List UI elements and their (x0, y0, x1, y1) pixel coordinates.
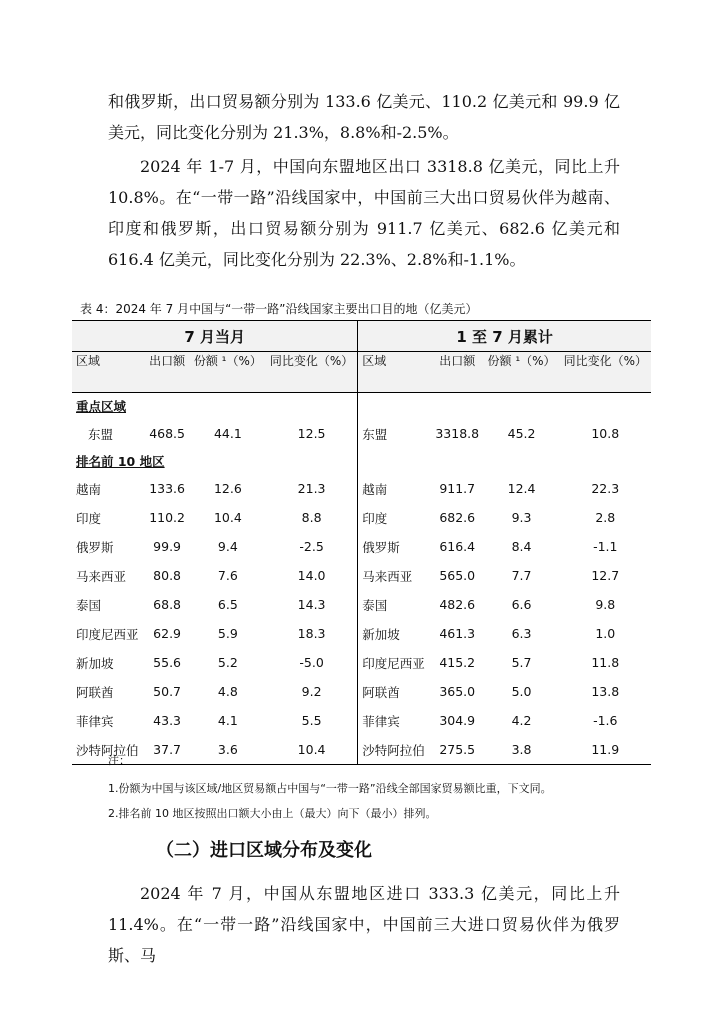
cell-export-cum: 3318.8 (435, 426, 480, 441)
cell-region: 新加坡 (76, 655, 114, 671)
group-header-july: 7 月当月 (72, 321, 358, 352)
cell-export-cum: 482.6 (439, 597, 476, 612)
table-row (72, 648, 651, 677)
table-row (72, 706, 651, 735)
paragraph-export-top3-july: 和俄罗斯，出口贸易额分别为 133.6 亿美元、110.2 亿美元和 99.9 亿美元，同比变化分别为 21.3%，8.8%和-2.5%。 (108, 92, 620, 142)
cell-share-cum: 7.7 (511, 568, 532, 583)
cell-export: 80.8 (153, 568, 182, 583)
col-header-yoy: 同比变化（%） (266, 352, 358, 393)
note-1: 1.份额为中国与该区域/地区贸易额占中国与“一带一路”沿线全部国家贸易额比重，下文同。 (108, 782, 552, 795)
cell-region: 沙特阿拉伯 (72, 735, 144, 765)
cell-region: 马来西亚 (76, 568, 127, 584)
section-subheading: （二）进口区域分布及变化 (156, 840, 372, 861)
cell-yoy: -2.5 (299, 539, 324, 554)
cell-share-cum: 12.4 (507, 481, 536, 496)
table-column-header-row (72, 352, 651, 393)
cell-yoy-cum: 2.8 (595, 510, 616, 525)
cell-yoy: 5.5 (301, 713, 322, 728)
section-row-key-regions (72, 393, 651, 420)
cell-share: 10.4 (213, 510, 242, 525)
cell-yoy-cum: -1.1 (593, 539, 618, 554)
cell-yoy: 9.2 (301, 684, 322, 699)
cell-region-cum: 菲律宾 (358, 706, 431, 735)
cell-region-cum: 东盟 (358, 419, 431, 448)
cell-share-cum: 3.8 (484, 735, 560, 765)
cell-region: 俄罗斯 (76, 539, 114, 555)
col-header-share: 份额 ¹（%） (190, 352, 266, 393)
cell-region-cum: 阿联酋 (358, 677, 431, 706)
cell-yoy-cum: 9.8 (595, 597, 616, 612)
cell-region: 越南 (76, 481, 102, 497)
cell-export-cum: 365.0 (439, 684, 476, 699)
cell-share: 5.2 (217, 655, 238, 670)
cell-export-cum: 565.0 (439, 568, 476, 583)
cell-export: 50.7 (153, 684, 182, 699)
cell-yoy-cum: 10.8 (591, 426, 620, 441)
cell-region: 印度 (76, 510, 102, 526)
cell-export-cum: 682.6 (439, 510, 476, 525)
cell-export-cum: 415.2 (439, 655, 476, 670)
table-row (72, 590, 651, 619)
cell-export: 68.8 (153, 597, 182, 612)
cell-share-cum: 45.2 (507, 426, 536, 441)
col-header-export: 出口额 (144, 352, 190, 393)
cell-export: 110.2 (149, 510, 185, 525)
cell-yoy-cum: 12.7 (591, 568, 620, 583)
cell-export: 55.6 (153, 655, 182, 670)
cell-export-cum: 461.3 (439, 626, 476, 641)
cell-export-cum: 911.7 (439, 481, 476, 496)
table-caption: 表 4：2024 年 7 月中国与“一带一路”沿线国家主要出口目的地（亿美元） (80, 302, 478, 316)
cell-yoy: 21.3 (297, 481, 326, 496)
cell-share-cum: 9.3 (511, 510, 532, 525)
cell-export: 468.5 (149, 426, 185, 441)
cell-share-cum: 4.2 (511, 713, 532, 728)
export-destination-table (72, 320, 651, 765)
note-2: 2.排名前 10 地区按照出口额大小由上（最大）向下（最小）排列。 (108, 807, 437, 820)
col-header-share-cum: 份额 ¹（%） (484, 352, 560, 393)
cell-yoy: 12.5 (297, 426, 326, 441)
cell-region: 东盟 (88, 426, 114, 442)
cell-share: 5.9 (217, 626, 238, 641)
table-row (72, 503, 651, 532)
cell-share: 44.1 (213, 426, 242, 441)
cell-region-cum: 印度 (358, 503, 431, 532)
cell-region: 阿联酋 (76, 684, 114, 700)
cell-share: 7.6 (217, 568, 238, 583)
cell-share: 4.1 (217, 713, 238, 728)
cell-region-cum: 新加坡 (358, 619, 431, 648)
cell-yoy-cum: -1.6 (593, 713, 618, 728)
table-row (72, 532, 651, 561)
table-row (72, 735, 651, 765)
cell-export: 62.9 (153, 626, 182, 641)
cell-yoy: 14.3 (297, 597, 326, 612)
col-header-region: 区域 (72, 352, 144, 393)
cell-yoy: 14.0 (297, 568, 326, 583)
cell-region-cum: 泰国 (358, 590, 431, 619)
cell-share: 3.6 (190, 735, 266, 765)
paragraph-import-july: 2024 年 7 月，中国从东盟地区进口 333.3 亿美元，同比上升 11.4%。在“一带一路”沿线国家中，中国前三大进口贸易伙伴为俄罗斯、马 (108, 884, 620, 965)
cell-export: 43.3 (153, 713, 182, 728)
cell-share: 6.5 (217, 597, 238, 612)
cell-region-cum: 越南 (358, 474, 431, 503)
cell-yoy: 8.8 (301, 510, 322, 525)
cell-export: 37.7 (144, 735, 190, 765)
cell-share-cum: 6.3 (511, 626, 532, 641)
cell-yoy: 18.3 (297, 626, 326, 641)
cell-region: 菲律宾 (76, 713, 114, 729)
cell-region-cum: 马来西亚 (358, 561, 431, 590)
cell-export-cum: 304.9 (439, 713, 476, 728)
cell-yoy-cum: 13.8 (591, 684, 620, 699)
col-header-yoy-cum: 同比变化（%） (560, 352, 651, 393)
cell-region-cum: 俄罗斯 (358, 532, 431, 561)
cell-share-cum: 8.4 (511, 539, 532, 554)
group-header-cumulative: 1 至 7 月累计 (358, 321, 651, 352)
cell-share: 12.6 (213, 481, 242, 496)
table-row (72, 474, 651, 503)
section-row-top10 (72, 448, 651, 474)
cell-region: 泰国 (76, 597, 102, 613)
cell-yoy-cum: 22.3 (591, 481, 620, 496)
cell-share-cum: 5.7 (511, 655, 532, 670)
cell-export-cum: 616.4 (439, 539, 476, 554)
table-row (72, 677, 651, 706)
cell-yoy-cum: 11.9 (560, 735, 651, 765)
cell-yoy: 10.4 (266, 735, 358, 765)
cell-region-cum: 沙特阿拉伯 (358, 735, 431, 765)
table-row (72, 619, 651, 648)
section-label-key-regions: 重点区域 (76, 399, 127, 414)
cell-export-cum: 275.5 (431, 735, 484, 765)
cell-share-cum: 5.0 (511, 684, 532, 699)
cell-share: 4.8 (217, 684, 238, 699)
table-row (72, 561, 651, 590)
paragraph-export-jan-jul: 2024 年 1-7 月，中国向东盟地区出口 3318.8 亿美元，同比上升 10.8%。在“一带一路”沿线国家中，中国前三大出口贸易伙伴为越南、印度和俄罗斯，出口贸易额分别为 911.7 亿美元、682.6 亿美元和 616.4 亿美元，同比变化分别为 22.3%、2.8%和-1.1%。 (108, 157, 620, 269)
table-row-asean (72, 419, 651, 448)
table-group-header-row (72, 321, 651, 352)
cell-share: 9.4 (217, 539, 238, 554)
cell-export: 133.6 (149, 481, 185, 496)
cell-share-cum: 6.6 (511, 597, 532, 612)
col-header-export-cum: 出口额 (431, 352, 484, 393)
cell-region-cum: 印度尼西亚 (358, 648, 431, 677)
col-header-region-cum: 区域 (358, 352, 431, 393)
section-label-top10: 排名前 10 地区 (76, 454, 165, 469)
notes-label: 注： (108, 754, 130, 767)
cell-yoy: -5.0 (299, 655, 324, 670)
cell-yoy-cum: 11.8 (591, 655, 620, 670)
cell-region: 印度尼西亚 (76, 626, 139, 642)
cell-yoy-cum: 1.0 (595, 626, 616, 641)
cell-export: 99.9 (153, 539, 182, 554)
